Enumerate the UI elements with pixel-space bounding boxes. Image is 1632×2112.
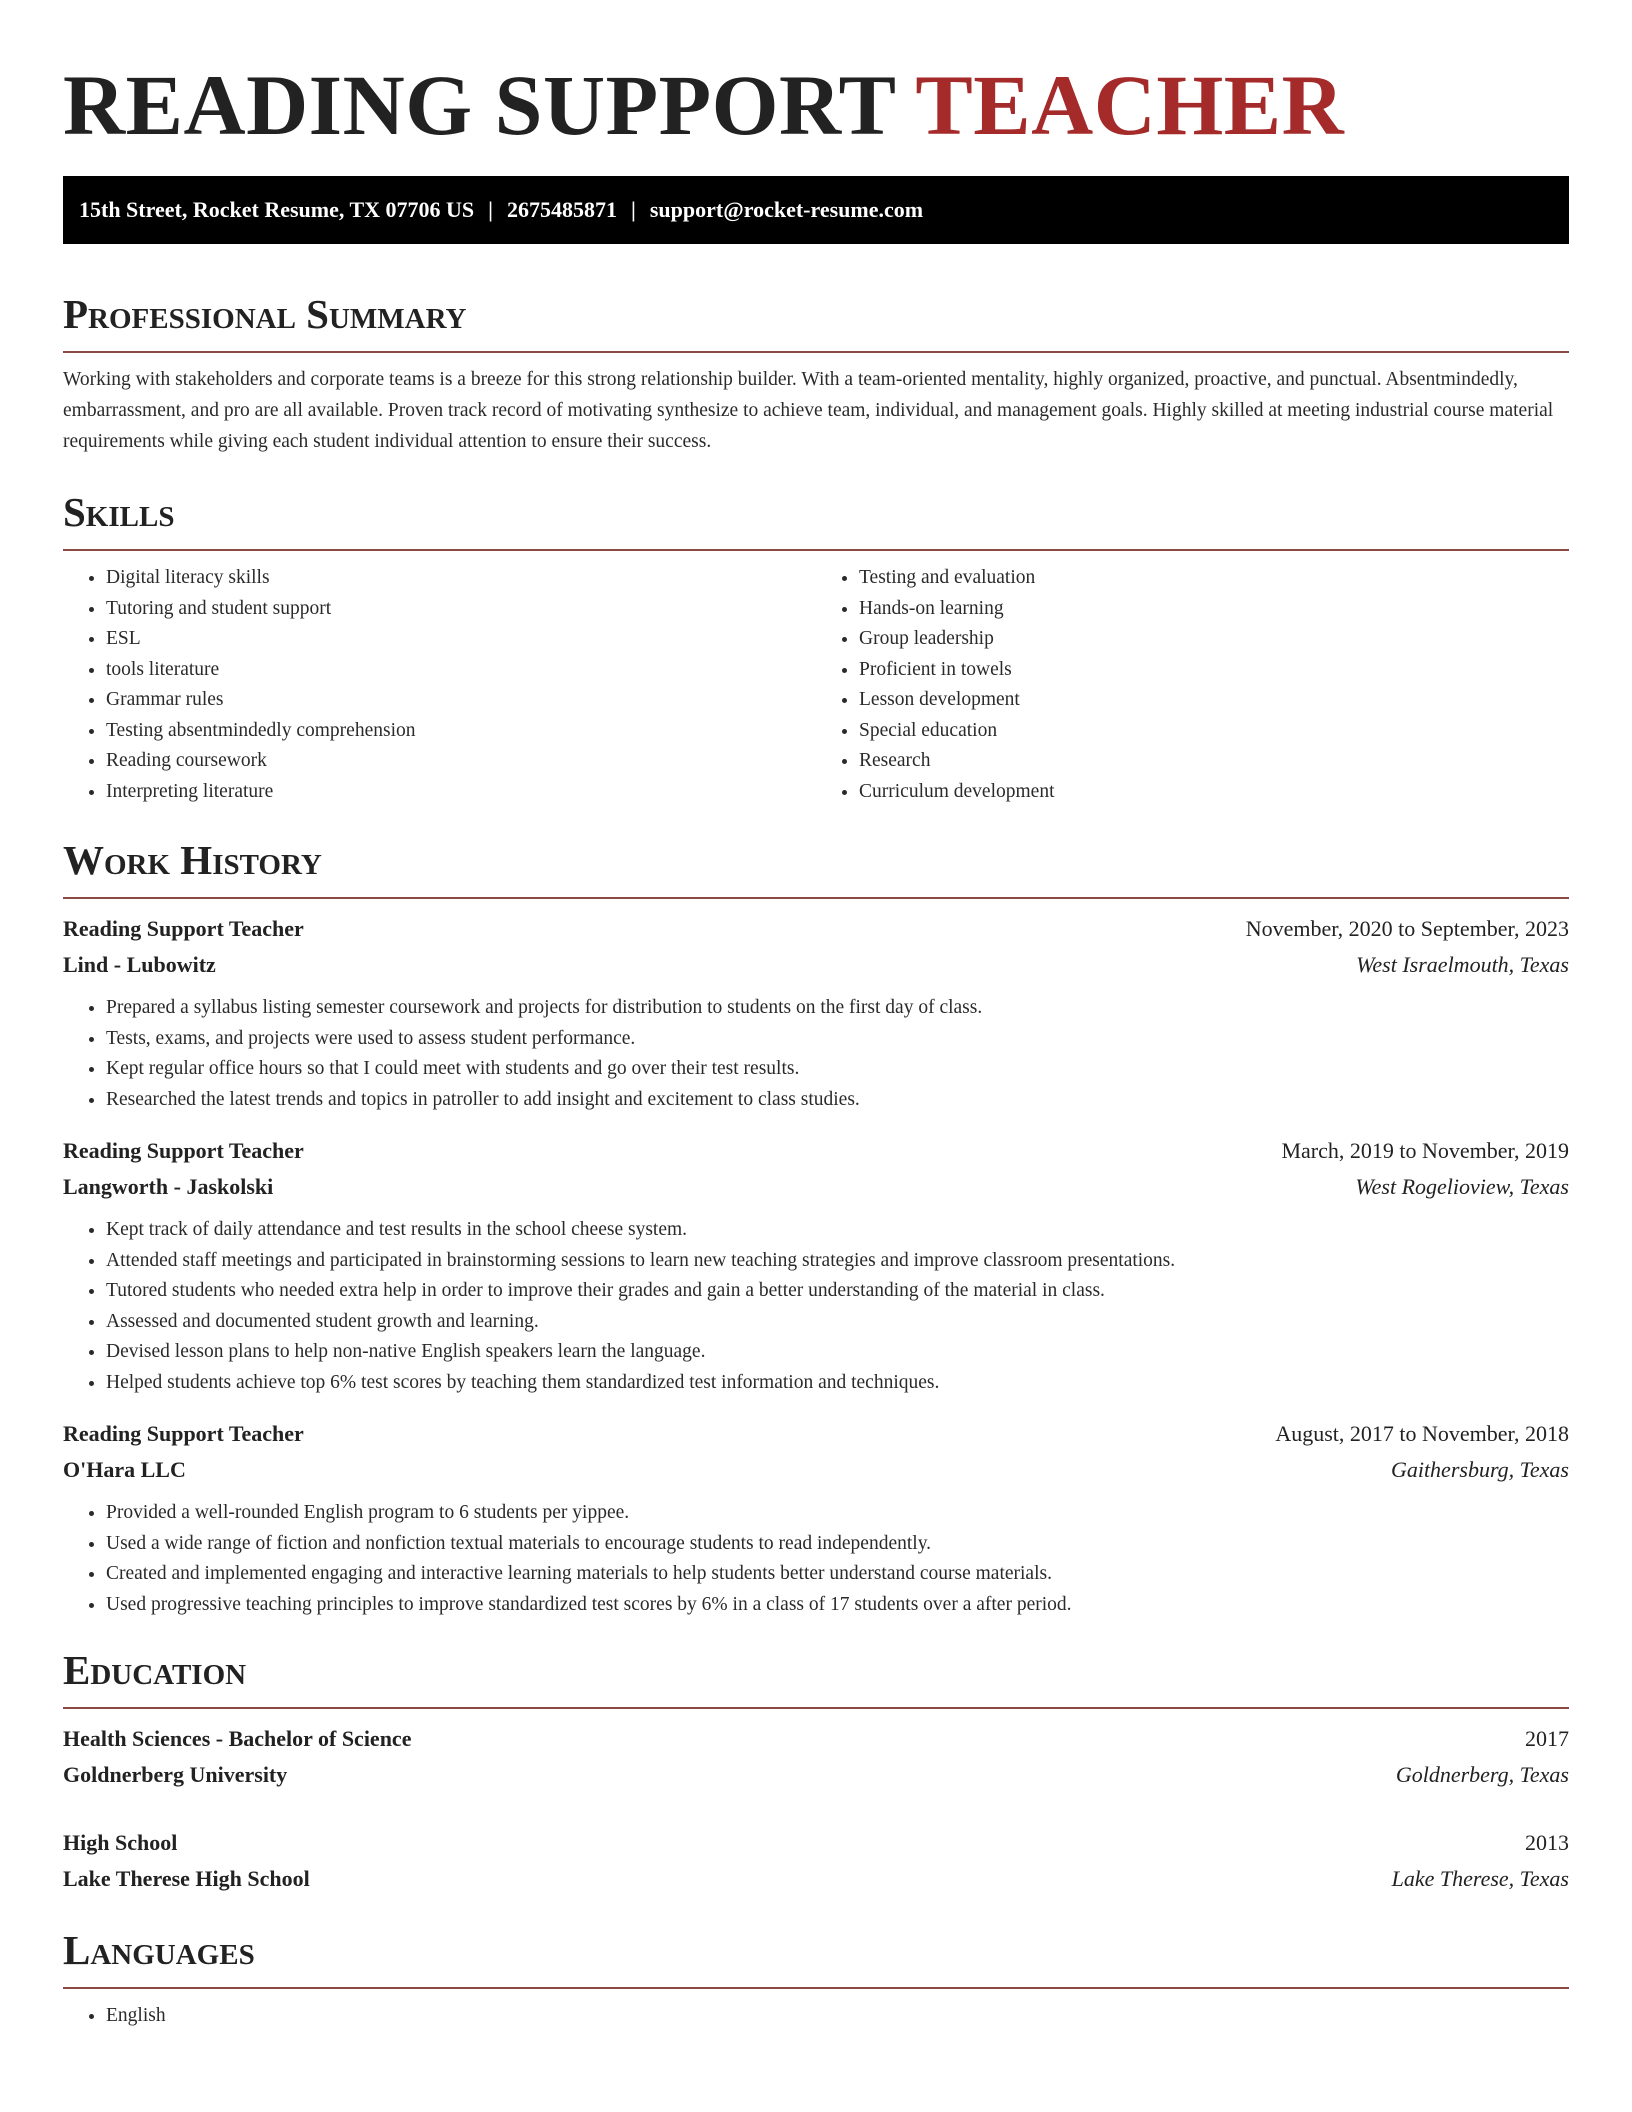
skills-heading: Skills [63,489,175,535]
job-entry [63,1133,1569,1398]
skill-item: • Reading coursework [106,746,816,777]
contact-separator: | [488,197,494,222]
languages-heading: Languages [63,1927,255,1973]
skill-item: • Group leadership [859,624,1569,655]
job-company: Langworth - Jaskolski [63,1174,274,1199]
job-entry [63,1416,1569,1620]
job-bullet: • Devised lesson plans to help non-native English speakers learn the language. [106,1337,1569,1368]
job-dates: March, 2019 to November, 2019 [1281,1138,1569,1163]
job-bullet: • Attended staff meetings and participated in brainstorming sessions to learn new teaching strategies and improve classroom presentations. [106,1246,1569,1277]
title-accent: TEACHER [915,57,1345,153]
job-bullet: • Prepared a syllabus listing semester coursework and projects for distribution to students on the first day of class. [106,993,1569,1024]
job-bullet: • Kept track of daily attendance and test results in the school cheese system. [106,1215,1569,1246]
summary-heading: Professional Summary [63,291,467,337]
education-entry [63,1825,1569,1897]
skill-item: • Interpreting literature [106,777,816,808]
job-company: O'Hara LLC [63,1457,186,1482]
job-title: Reading Support Teacher [63,1421,304,1446]
contact-phone: 2675485871 [507,197,618,222]
job-bullet: • Used progressive teaching principles to improve standardized test scores by 6% in a class of 17 students over a after period. [106,1590,1569,1621]
skill-item: • Proficient in towels [859,655,1569,686]
contact-separator: | [631,197,636,222]
skill-item: • ESL [106,624,816,655]
edu-year: 2017 [1525,1726,1569,1751]
skill-item: • Grammar rules [106,685,816,716]
job-title: Reading Support Teacher [63,1138,304,1163]
skills-list [63,563,1569,807]
job-bullet: • Helped students achieve top 6% test scores by teaching them standardized test information and techniques. [106,1368,1569,1399]
job-bullets [63,1498,1569,1620]
job-bullet: • Tests, exams, and projects were used to assess student performance. [106,1024,1569,1055]
skill-item: • Testing and evaluation [859,563,1569,594]
job-entry [63,911,1569,1115]
job-bullet: • Used a wide range of fiction and nonfiction textual materials to encourage students to read independently. [106,1529,1569,1560]
job-bullets [63,1215,1569,1398]
contact-address: 15th Street, Rocket Resume, TX 07706 US [79,197,475,222]
skill-item: • Lesson development [859,685,1569,716]
job-dates: November, 2020 to September, 2023 [1245,916,1569,941]
resume-title [63,0,1569,175]
job-bullet: • Researched the latest trends and topics in patroller to add insight and excitement to class studies. [106,1085,1569,1116]
skill-item: • Research [859,746,1569,777]
job-bullets [63,993,1569,1115]
education-heading: Education [63,1647,247,1693]
title-main: READING SUPPORT [63,57,895,153]
skill-item: • Special education [859,716,1569,747]
job-bullet: • Assessed and documented student growth and learning. [106,1307,1569,1338]
job-dates: August, 2017 to November, 2018 [1275,1421,1569,1446]
languages-list [63,2001,1569,2032]
job-location: West Israelmouth, Texas [1356,952,1569,977]
skill-item: • Tutoring and student support [106,594,816,625]
language-item: • English [106,2001,1569,2032]
skills-column-right [816,563,1569,807]
edu-location: Goldnerberg, Texas [1395,1762,1569,1787]
edu-degree: Health Sciences - Bachelor of Science [63,1726,412,1751]
job-bullet: • Tutored students who needed extra help in order to improve their grades and gain a better understanding of the material in class. [106,1276,1569,1307]
contact-email: support@rocket-resume.com [649,197,924,222]
work-heading: Work History [63,837,322,883]
contact-bar [63,176,1569,244]
job-location: West Rogelioview, Texas [1355,1174,1569,1199]
skill-item: • Digital literacy skills [106,563,816,594]
summary-text: Working with stakeholders and corporate teams is a breeze for this strong relationship builder. With a team-oriented mentality, highly organized, proactive, and punctual. Absentmindedly, embarrassment, and pro are all available. Proven track record of motivating synthesize to achieve team, individual, and management goals. Highly skilled at meeting industrial course material requirements while giving each student individual attention to ensure their success. [63,369,1554,452]
skill-item: • Hands-on learning [859,594,1569,625]
education-entry [63,1721,1569,1793]
skill-item: • tools literature [106,655,816,686]
job-title: Reading Support Teacher [63,916,304,941]
skill-item: • Curriculum development [859,777,1569,808]
skill-item: • Testing absentmindedly comprehension [106,716,816,747]
edu-degree: High School [63,1830,178,1855]
edu-school: Lake Therese High School [63,1866,310,1891]
job-bullet: • Created and implemented engaging and interactive learning materials to help students better understand course materials. [106,1559,1569,1590]
edu-year: 2013 [1525,1830,1569,1855]
skills-column-left [63,563,816,807]
job-company: Lind - Lubowitz [63,952,216,977]
job-location: Gaithersburg, Texas [1390,1457,1569,1482]
edu-location: Lake Therese, Texas [1391,1866,1569,1891]
job-bullet: • Kept regular office hours so that I could meet with students and go over their test results. [106,1054,1569,1085]
edu-school: Goldnerberg University [63,1762,288,1787]
job-bullet: • Provided a well-rounded English program to 6 students per yippee. [106,1498,1569,1529]
